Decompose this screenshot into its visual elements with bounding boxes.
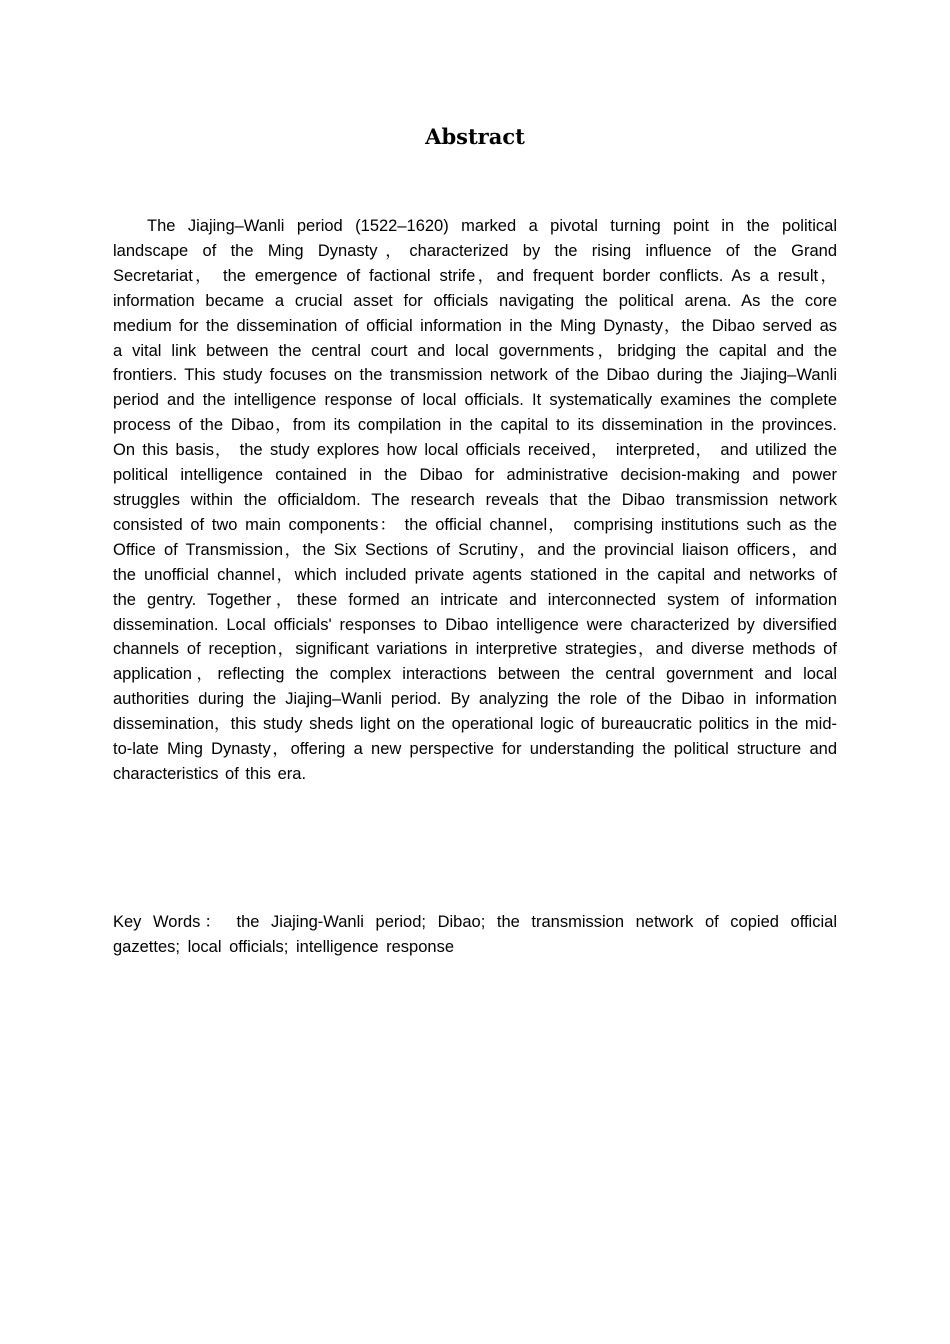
keywords-label: Key Words： (113, 913, 225, 931)
abstract-paragraph: The Jiajing–Wanli period (1522–1620) marked a pivotal turning point in the political landscape of the Ming Dynasty，characterized by the rising influence of the Grand Secretariat， the emergence of factional strife，and frequent border conflicts. As a result，information became a crucial asset for officials navigating the political arena. As the core medium for the dissemination of official information in the Ming Dynasty，the Dibao served as a vital link between the central court and local governments，bridging the capital and the frontiers. This study focuses on the transmission network of the Dibao during the Jiajing–Wanli period and the intelligence response of local officials. It systematically examines the complete process of the Dibao，from its compilation in the capital to its dissemination in the provinces. On this basis， the study explores how local officials received， interpreted， and utilized the political intelligence contained in the Dibao for administrative decision-making and power struggles within the officialdom. The research reveals that the Dibao transmission network consisted of two main components： the official channel， comprising institutions such as the Office of Transmission，the Six Sections of Scrutiny，and the provincial liaison officers，and the unofficial channel，which included private agents stationed in the capital and networks of the gentry. Together，these formed an intricate and interconnected system of information dissemination. Local officials' responses to Dibao intelligence were characterized by diversified channels of reception，significant variations in interpretive strategies，and diverse methods of application，reflecting the complex interactions between the central government and local authorities during the Jiajing–Wanli period. By analyzing the role of the Dibao in information dissemination，this study sheds light on the operational logic of bureaucratic politics in the mid-to-late Ming Dynasty，offering a new perspective for understanding the political structure and characteristics of this era. (113, 217, 837, 783)
keyword-item: local officials; (187, 937, 289, 956)
abstract-title: Abstract (425, 124, 525, 149)
keyword-item: intelligence response (295, 937, 455, 956)
keyword-item: the transmission network of copied official gazettes; (113, 913, 837, 956)
keywords-line (113, 910, 837, 960)
keyword-item: Dibao; (437, 913, 486, 931)
keyword-item: the Jiajing-Wanli period; (236, 913, 426, 931)
